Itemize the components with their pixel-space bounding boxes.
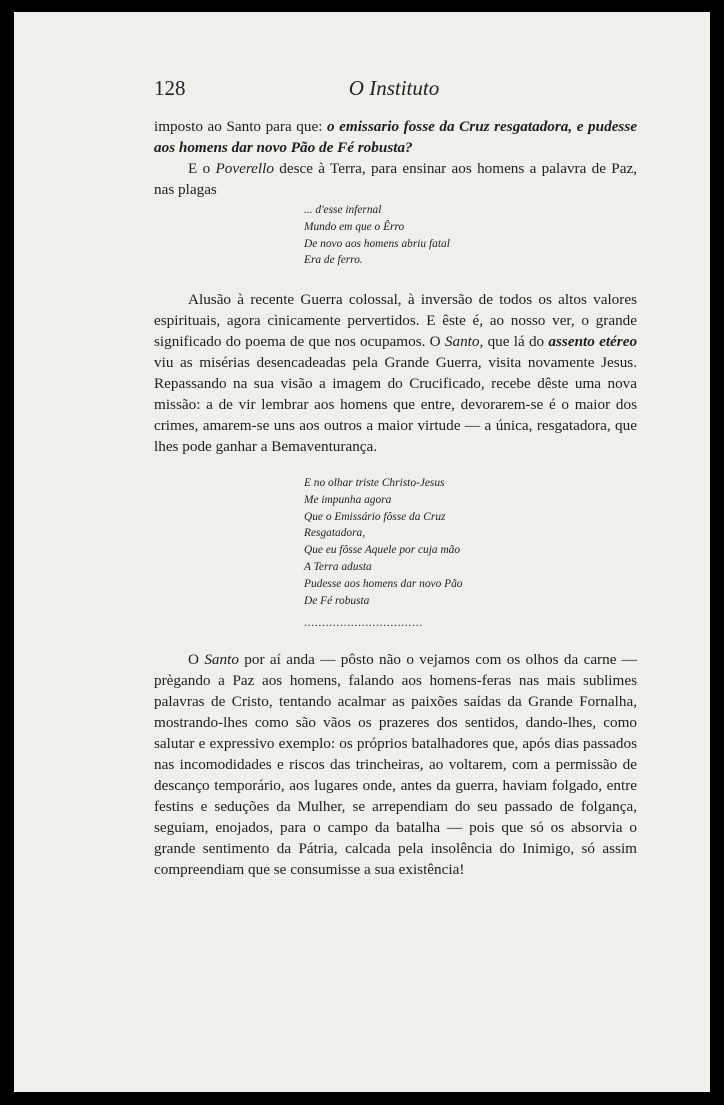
verse-line: De novo aos homens abriu fatal [304, 237, 450, 250]
verse-line: Me impunha agora [304, 493, 392, 506]
verse-line: Que eu fôsse Aquele por cuja mão [304, 544, 461, 557]
book-page [14, 12, 710, 1092]
paragraph-2 [154, 158, 637, 200]
paragraph-1-quote: o emissario fosse da Cruz resgatadora, e pudesse aos homens dar novo Pão de Fé robusta? [154, 118, 637, 156]
paragraph-3-text-c: viu as misérias desencadeadas pela Grande Guerra, visita novamente Jesus. Repassando na sua visão a imagem do Crucificado, recebe dêste uma nova missão: a de vir lembrar aos homens que entre, devorarem-se é o maior dos crimes, amarem-se uns aos outros a maior virtude — a única, resgatadora, que lhes pode ganhar a Bemaventurança. [154, 354, 637, 455]
paragraph-3-text-b: que lá do [487, 333, 545, 350]
paragraph-2-text-b: desce à Terra, para ensinar aos homens a palavra de Paz, nas plagas [154, 160, 637, 198]
paragraph-4-text-a: O [188, 651, 199, 668]
paragraph-1-text: imposto ao Santo para que: [154, 118, 323, 135]
paragraph-3 [154, 289, 637, 457]
verse-line: Pudesse aos homens dar novo Pão [304, 577, 463, 590]
verse-line: A Terra adusta [304, 560, 372, 573]
running-title: O Instituto [348, 76, 440, 100]
ellipsis-line: ................................. [304, 615, 423, 629]
verse-line: Mundo em que o Êrro [304, 220, 405, 233]
page-header [154, 76, 634, 106]
verse-block-2 [304, 475, 564, 609]
paragraph-2-poverello: Poverello [215, 160, 274, 177]
paragraph-4-text-b: por aí anda — pôsto não o vejamos com os olhos da carne — prègando a Paz aos homens, falando aos homens-feras nas mais sublimes palavras de Cristo, tentando acalmar as paixões saídas da Grande Fornalha, mostrando-lhes como são vãos os prazeres dos sentidos, dando-lhes, como salutar e expressivo exemplo: os próprios batalhadores que, após dias passados nas incomodidades e riscos das trincheiras, ao voltarem, com a permissão de descanço temporário, aos lugares onde, antes da guerra, haviam folgado, entre festins e seduções da Mulher, se arrependiam do seu passado de folgança, seguiam, enojados, para o campo da batalha — pois que só os absorvia o grande sentimento da Pátria, calcada pela insolência do Inimigo, só assim compreendiam que se consumisse a sua existência! [154, 651, 637, 878]
paragraph-3-assento: assento etéreo [548, 333, 638, 350]
verse-line: De Fé robusta [304, 594, 370, 607]
closing-text [154, 649, 637, 880]
paragraph-2-text-a: E o [188, 160, 211, 177]
paragraph-1 [154, 116, 637, 158]
verse-block-1 [304, 202, 564, 269]
page-number: 128 [154, 76, 186, 100]
verse-line: Resgatadora, [304, 527, 366, 540]
paragraph-4 [154, 649, 637, 880]
verse-line: ... d'esse infernal [304, 204, 382, 216]
verse-line: Era de ferro. [304, 254, 363, 267]
paragraph-3-santo: Santo, [444, 333, 484, 350]
middle-text [154, 289, 637, 457]
verse-line: Que o Emissário fôsse da Cruz [304, 510, 446, 523]
opening-text [154, 116, 637, 200]
verse-line: E no olhar triste Christo-Jesus [304, 477, 445, 489]
paragraph-4-santo: Santo [204, 651, 239, 668]
paragraph-3-text-a: Alusão à recente Guerra colossal, à inversão de todos os altos valores espirituais, agora cìnicamente pervertidos. E êste é, ao nosso ver, o grande significado do poema de que nos ocupamos. O [154, 291, 637, 350]
